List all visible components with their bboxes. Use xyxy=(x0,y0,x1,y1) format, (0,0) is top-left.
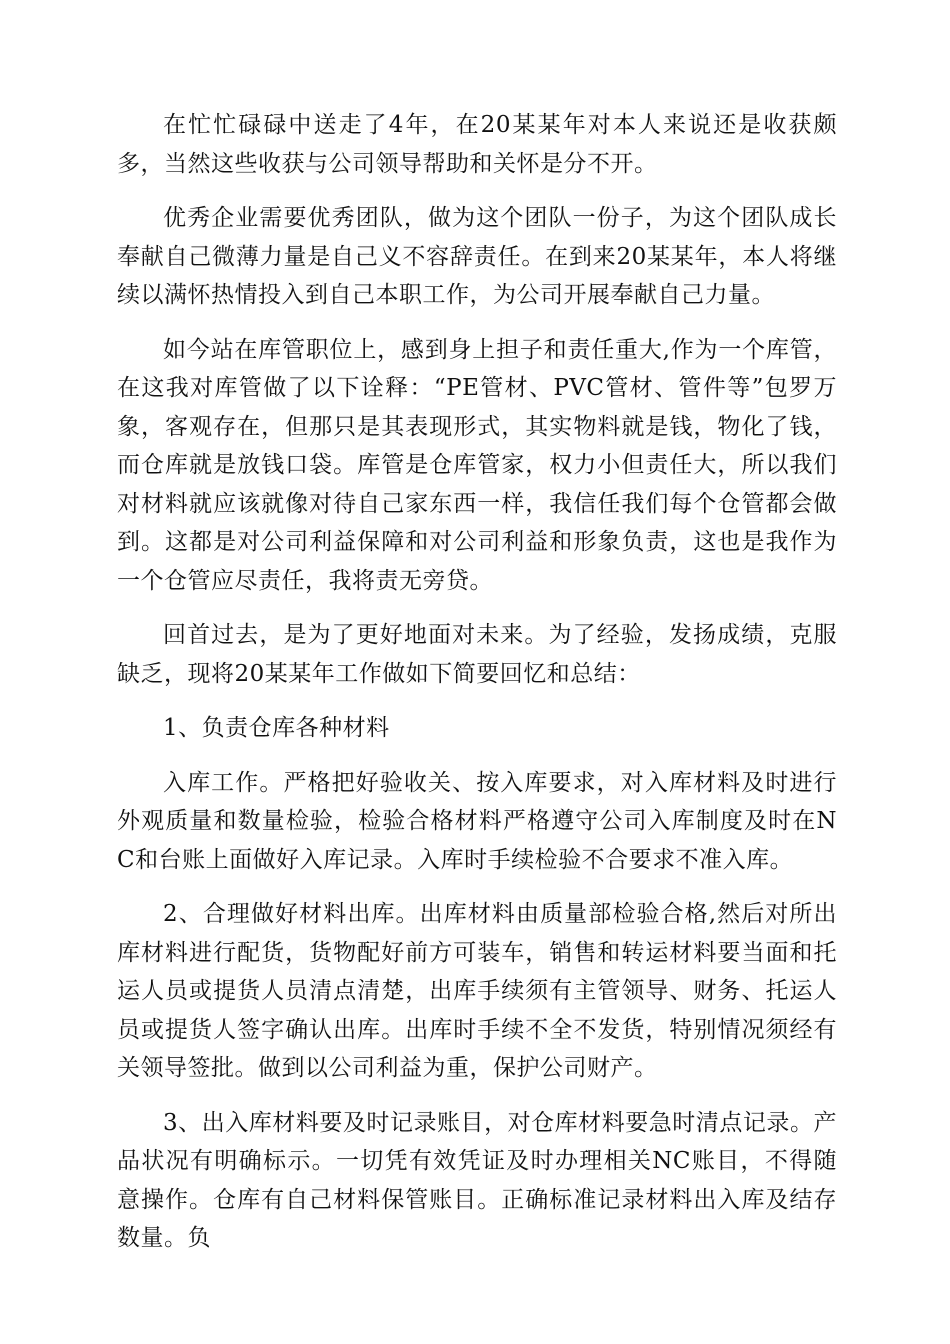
paragraph-2: 优秀企业需要优秀团队，做为这个团队一份子，为这个团队成长奉献自己微薄力量是自己义不容辞责任。在到来20某某年，本人将继续以满怀热情投入到自己本职工作，为公司开展奉献自己力量。 xyxy=(117,205,837,308)
paragraph-7: 3、出入库材料要及时记录账目，对仓库材料要急时清点记录。产品状况有明确标示。一切凭有效凭证及时办理相关NC账目，不得随意操作。仓库有自己材料保管账目。正确标准记录材料出入库及结存数量。负 xyxy=(117,1109,837,1251)
paragraph-1: 在忙忙碌碌中送走了4年，在20某某年对本人来说还是收获颇多，当然这些收获与公司领导帮助和关怀是分不开。 xyxy=(117,112,837,177)
document-body xyxy=(117,106,837,1274)
section-heading-1: 1、负责仓库各种材料 xyxy=(163,715,390,741)
paragraph-3: 如今站在库管职位上，感到身上担子和责任重大,作为一个库管，在这我对库管做了以下诠释：“PE管材、PVC管材、管件等”包罗万象，客观存在，但那只是其表现形式，其实物料就是钱，物化了钱，而仓库就是放钱口袋。库管是仓库管家，权力小但责任大，所以我们对材料就应该就像对待自己家东西一样，我信任我们每个仓管都会做到。这都是对公司利益保障和对公司利益和形象负责，这也是我作为一个仓管应尽责任，我将责无旁贷。 xyxy=(117,336,837,594)
paragraph-4: 回首过去，是为了更好地面对未来。为了经验，发扬成绩，克服缺乏，现将20某某年工作做如下简要回忆和总结： xyxy=(117,622,837,687)
paragraph-6: 2、合理做好材料出库。出库材料由质量部检验合格,然后对所出库材料进行配货，货物配好前方可装车，销售和转运材料要当面和托运人员或提货人员清点清楚，出库手续须有主管领导、财务、托运人员或提货人签字确认出库。出库时手续不全不发货，特别情况须经有关领导签批。做到以公司利益为重，保护公司财产。 xyxy=(117,901,837,1081)
paragraph-5: 入库工作。严格把好验收关、按入库要求，对入库材料及时进行外观质量和数量检验，检验合格材料严格遵守公司入库制度及时在NC和台账上面做好入库记录。入库时手续检验不合要求不准入库。 xyxy=(117,769,837,873)
